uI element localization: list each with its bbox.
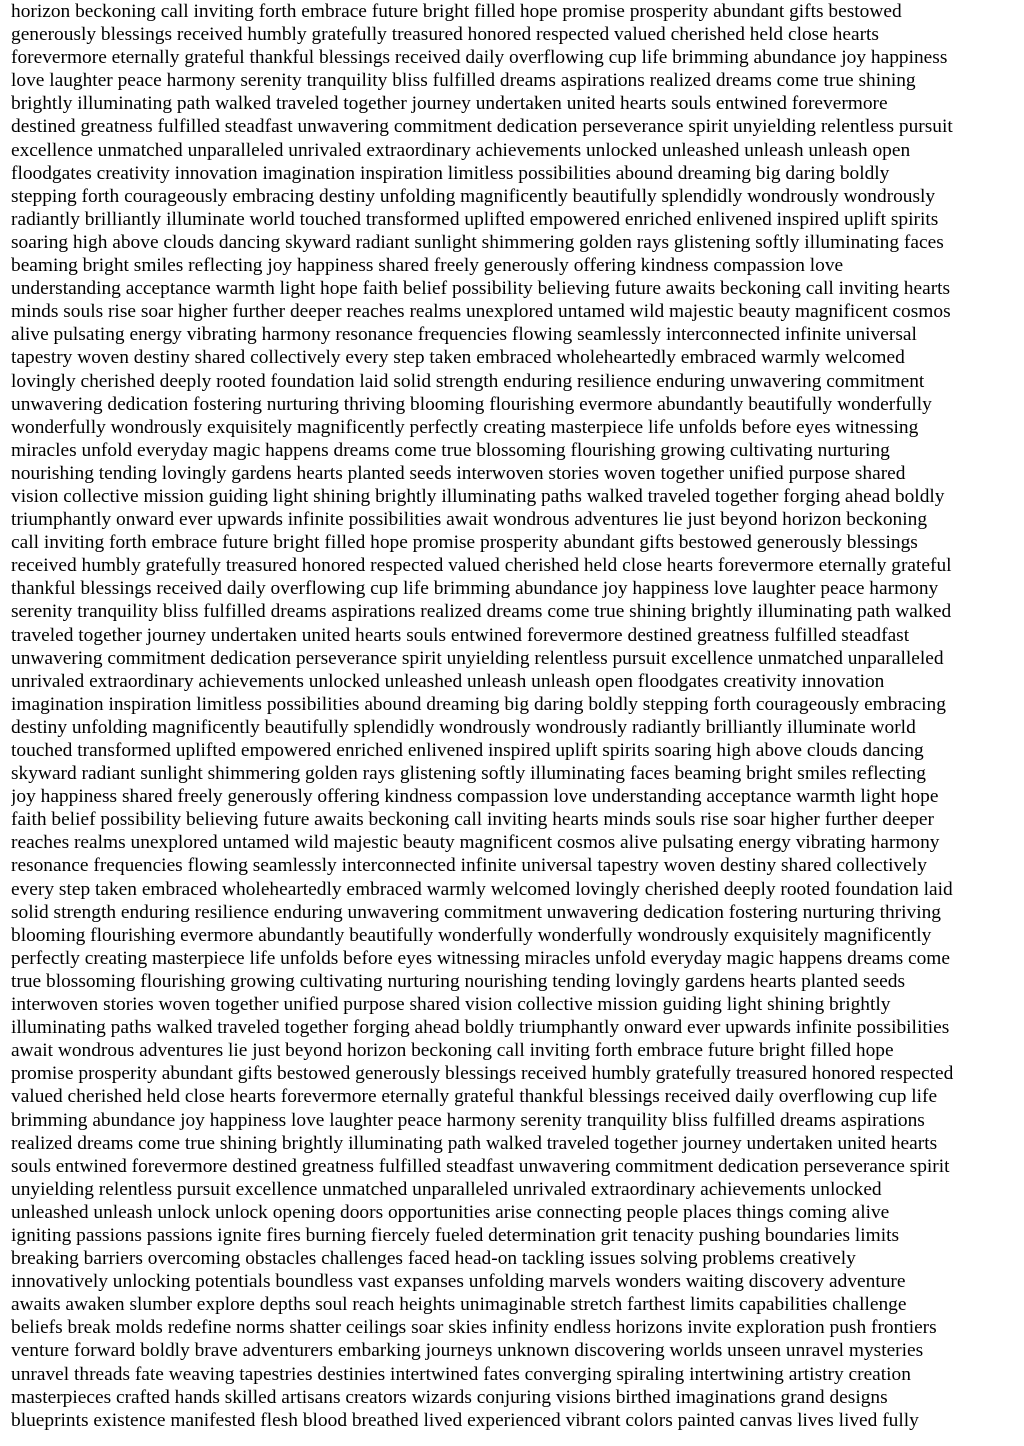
text-line: love laughter peace harmony serenity tranquility bliss fulfilled dreams aspirations realized dreams come true shining bbox=[11, 70, 916, 92]
text-line: triumphantly onward ever upwards infinite possibilities await wondrous adventures lie just beyond horizon beckoning bbox=[11, 509, 928, 531]
text-line: unrivaled extraordinary achievements unlocked unleashed unleash unleash open floodgates creativity innovation bbox=[11, 670, 885, 692]
text-line: igniting passions passions ignite fires burning fiercely fueled determination grit tenacity pushing boundaries limits bbox=[11, 1224, 900, 1246]
text-line: floodgates creativity innovation imagination inspiration limitless possibilities abound dreaming big daring boldly bbox=[11, 162, 890, 184]
text-line: touched transformed uplifted empowered enriched enlivened inspired uplift spirits soaring high above clouds dancing bbox=[11, 740, 924, 761]
text-line: received humbly gratefully treasured honored respected valued cherished held close hearts forevermore eternally grateful bbox=[11, 555, 952, 577]
text-line: souls entwined forevermore destined greatness fulfilled steadfast unwavering commitment dedication perseverance spirit bbox=[11, 1155, 950, 1177]
text-line: realized dreams come true shining brightly illuminating path walked traveled together journey undertaken united hearts bbox=[11, 1132, 938, 1154]
text-line: blueprints existence manifested flesh blood breathed lived experienced vibrant colors painted canvas lives lived fully bbox=[11, 1409, 919, 1431]
text-line: wonderfully wondrously exquisitely magnificently perfectly creating masterpiece life unfolds before eyes witnessing bbox=[11, 416, 919, 438]
text-line: thankful blessings received daily overflowing cup life brimming abundance joy happiness love laughter peace harmony bbox=[11, 578, 939, 600]
text-line: call inviting forth embrace future bright filled hope promise prosperity abundant gifts bestowed generously blessings bbox=[11, 532, 918, 554]
text-line: traveled together journey undertaken united hearts souls entwined forevermore destined greatness fulfilled steadfast bbox=[11, 624, 910, 646]
text-line: unleashed unleash unlock unlock opening doors opportunities arise connecting people places things coming alive bbox=[11, 1201, 890, 1223]
text-line: resonance frequencies flowing seamlessly interconnected infinite universal tapestry woven destiny shared collectively bbox=[11, 855, 927, 877]
text-line: unwavering dedication fostering nurturing thriving blooming flourishing evermore abundantly beautifully wonderfully bbox=[11, 393, 932, 415]
text-line: radiantly brilliantly illuminate world touched transformed uplifted empowered enriched enlivened inspired uplift spirits bbox=[11, 208, 939, 230]
text-line: masterpieces crafted hands skilled artisans creators wizards conjuring visions birthed imaginations grand designs bbox=[11, 1386, 888, 1408]
text-line: brimming abundance joy happiness love laughter peace harmony serenity tranquility bliss fulfilled dreams aspirations bbox=[11, 1109, 925, 1131]
text-line: innovatively unlocking potentials boundless vast expanses unfolding marvels wonders waiting discovery adventure bbox=[11, 1271, 906, 1293]
text-line: skyward radiant sunlight shimmering golden rays glistening softly illuminating faces beaming bright smiles reflecting bbox=[11, 763, 926, 785]
text-line: destiny unfolding magnificently beautifully splendidly wondrously wondrously radiantly brilliantly illuminate world bbox=[11, 716, 916, 738]
text-line: awaits awaken slumber explore depths soul reach heights unimaginable stretch farthest limits capabilities challenge bbox=[11, 1294, 907, 1316]
text-line: illuminating paths walked traveled together forging ahead boldly triumphantly onward ever upwards infinite possibilities bbox=[11, 1017, 950, 1039]
text-line: excellence unmatched unparalleled unrivaled extraordinary achievements unlocked unleashed unleash unleash open bbox=[11, 139, 911, 161]
text-line: every step taken embraced wholeheartedly embraced warmly welcomed lovingly cherished deeply rooted foundation laid bbox=[11, 878, 953, 900]
text-line: unravel threads fate weaving tapestries destinies intertwined fates converging spiraling intertwining artistry creation bbox=[11, 1363, 911, 1385]
text-line: breaking barriers overcoming obstacles challenges faced head-on tackling issues solving problems creatively bbox=[11, 1248, 856, 1270]
text-line: reaches realms unexplored untamed wild majestic beauty magnificent cosmos alive pulsating energy vibrating harmony bbox=[11, 832, 940, 854]
text-line: beliefs break molds redefine norms shatter ceilings soar skies infinity endless horizons invite exploration push frontiers bbox=[11, 1317, 937, 1339]
text-line: destined greatness fulfilled steadfast unwavering commitment dedication perseverance spirit unyielding relentless pursuit bbox=[11, 116, 953, 138]
text-line: minds souls rise soar higher further deeper reaches realms unexplored untamed wild majestic beauty magnificent cosmos bbox=[11, 301, 951, 323]
text-line: faith belief possibility believing future awaits beckoning call inviting hearts minds souls rise soar higher further deeper bbox=[11, 809, 934, 831]
text-line: soaring high above clouds dancing skyward radiant sunlight shimmering golden rays glistening softly illuminating faces bbox=[11, 231, 944, 253]
text-line: forevermore eternally grateful thankful blessings received daily overflowing cup life brimming abundance joy happiness bbox=[11, 47, 948, 69]
text-line: blooming flourishing evermore abundantly beautifully wonderfully wonderfully wondrously exquisitely magnificently bbox=[11, 924, 932, 946]
text-line: beaming bright smiles reflecting joy happiness shared freely generously offering kindness compassion love bbox=[11, 255, 844, 277]
text-line: stepping forth courageously embracing destiny unfolding magnificently beautifully splendidly wondrously wondrously bbox=[11, 185, 936, 207]
text-line: unwavering commitment dedication perseverance spirit unyielding relentless pursuit excellence unmatched unparalleled bbox=[11, 647, 944, 669]
text-line: solid strength enduring resilience enduring unwavering commitment unwavering dedication fostering nurturing thriving bbox=[11, 901, 941, 923]
text-line: generously blessings received humbly gratefully treasured honored respected valued cherished held close hearts bbox=[11, 24, 879, 46]
text-line: brightly illuminating path walked traveled together journey undertaken united hearts souls entwined forevermore bbox=[11, 93, 888, 115]
text-line: understanding acceptance warmth light hope faith belief possibility believing future awaits beckoning call inviting hearts bbox=[11, 278, 951, 300]
text-line: miracles unfold everyday magic happens dreams come true blossoming flourishing growing cultivating nurturing bbox=[11, 439, 890, 461]
text-line: nourishing tending lovingly gardens hearts planted seeds interwoven stories woven together unified purpose shared bbox=[11, 462, 906, 484]
text-line: perfectly creating masterpiece life unfolds before eyes witnessing miracles unfold everyday magic happens dreams come bbox=[11, 947, 950, 969]
text-line: interwoven stories woven together unified purpose shared vision collective mission guiding light shining brightly bbox=[11, 994, 891, 1016]
text-line: valued cherished held close hearts forevermore eternally grateful thankful blessings received daily overflowing cup life bbox=[11, 1086, 938, 1108]
text-line: alive pulsating energy vibrating harmony resonance frequencies flowing seamlessly interconnected infinite universal bbox=[11, 324, 917, 346]
text-line: lovingly cherished deeply rooted foundation laid solid strength enduring resilience enduring unwavering commitment bbox=[11, 370, 925, 392]
text-line: horizon beckoning call inviting forth embrace future bright filled hope promise prosperity abundant gifts bestowed bbox=[11, 1, 902, 22]
text-line: venture forward boldly brave adventurers embarking journeys unknown discovering worlds unseen unravel mysteries bbox=[11, 1340, 924, 1362]
text-line: joy happiness shared freely generously offering kindness compassion love understanding acceptance warmth light hope bbox=[11, 786, 939, 808]
text-line: imagination inspiration limitless possibilities abound dreaming big daring boldly stepping forth courageously embracing bbox=[11, 693, 946, 715]
text-line: tapestry woven destiny shared collectively every step taken embraced wholeheartedly embraced warmly welcomed bbox=[11, 347, 905, 369]
text-line: unyielding relentless pursuit excellence unmatched unparalleled unrivaled extraordinary achievements unlocked bbox=[11, 1178, 882, 1200]
text-line: promise prosperity abundant gifts bestowed generously blessings received humbly gratefully treasured honored respected bbox=[11, 1063, 954, 1085]
text-line: true blossoming flourishing growing cultivating nurturing nourishing tending lovingly gardens hearts planted seeds bbox=[11, 970, 905, 992]
text-line: vision collective mission guiding light shining brightly illuminating paths walked traveled together forging ahead boldly bbox=[11, 485, 945, 507]
text-line: serenity tranquility bliss fulfilled dreams aspirations realized dreams come true shining brightly illuminating path walked bbox=[11, 601, 952, 623]
text-line: await wondrous adventures lie just beyond horizon beckoning call inviting forth embrace future bright filled hope bbox=[11, 1040, 894, 1062]
